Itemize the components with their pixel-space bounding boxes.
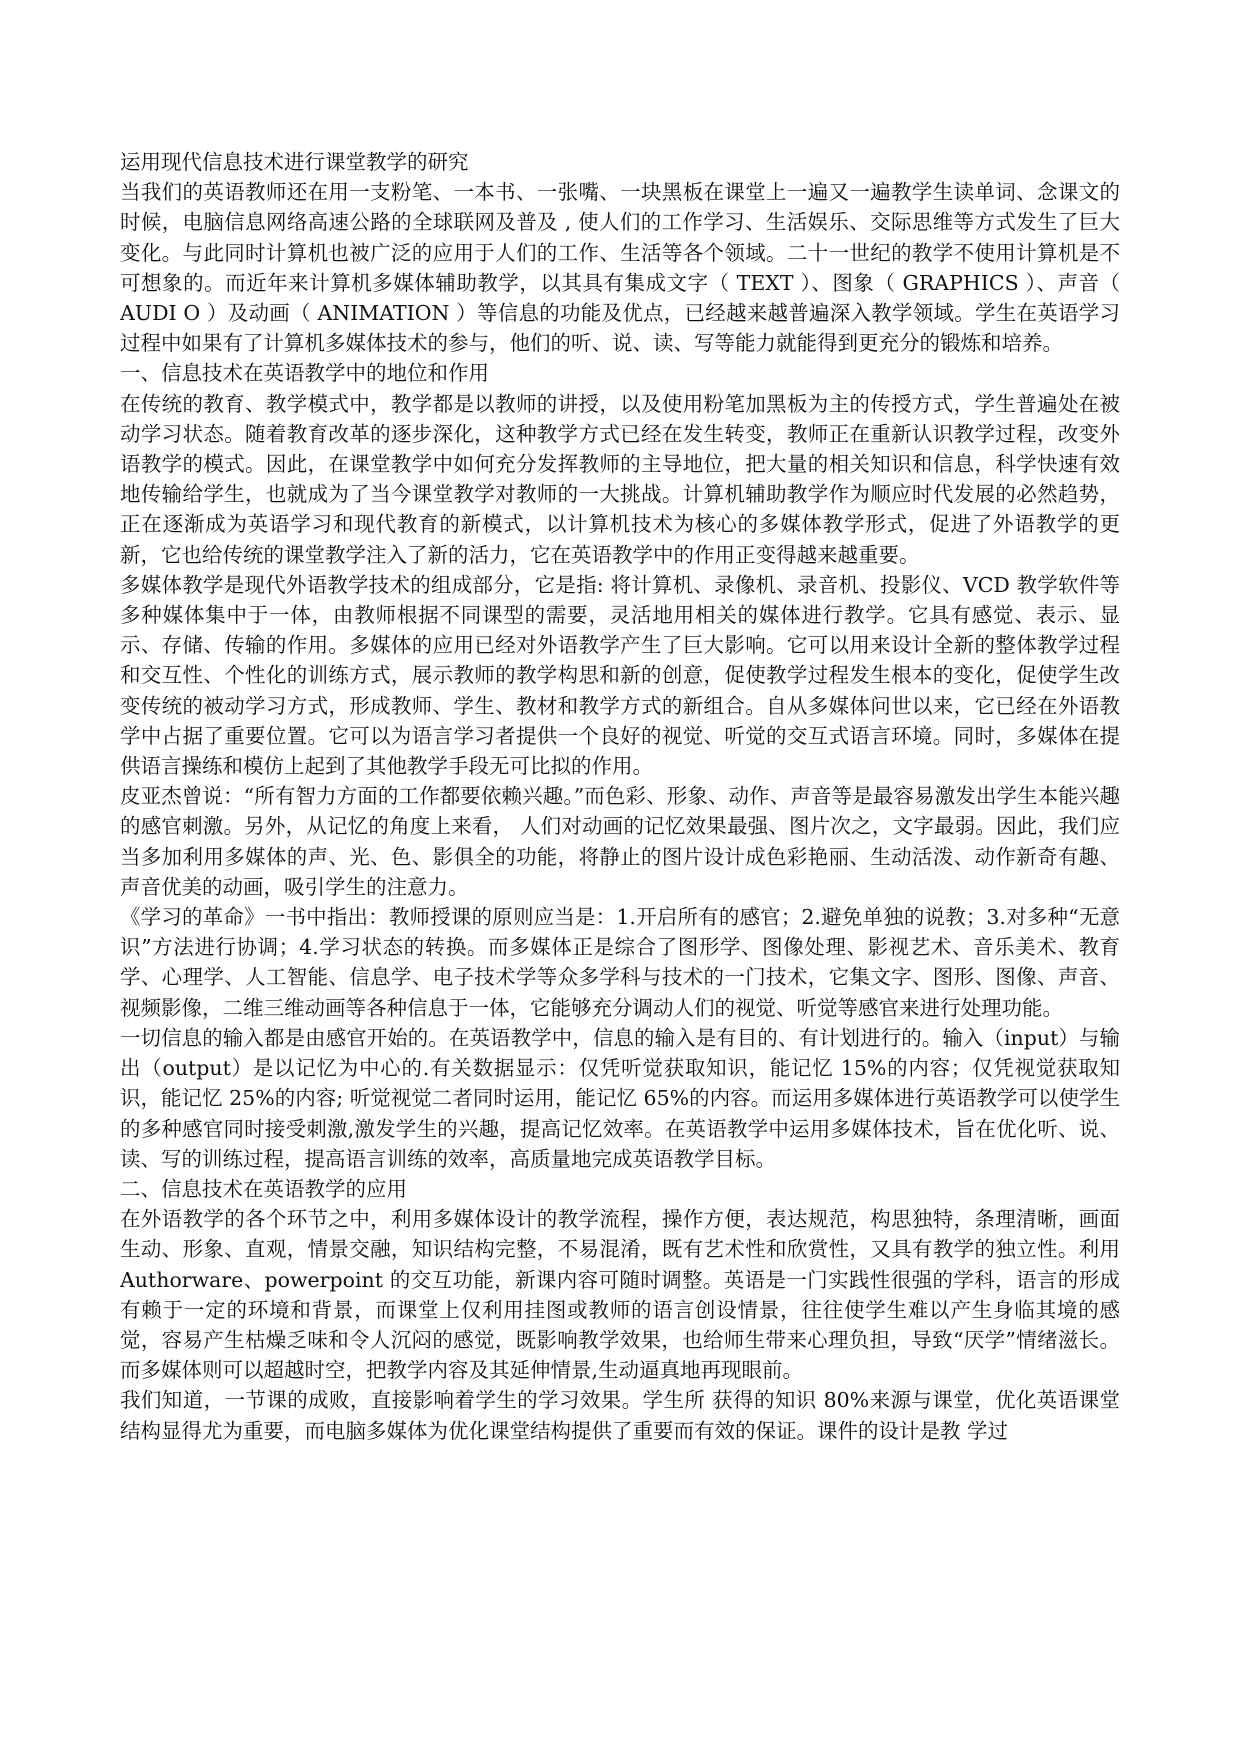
paragraph: 一切信息的输入都是由感官开始的。在英语教学中，信息的输入是有目的、有计划进行的。输入（input）与输出（output）是以记忆为中心的.有关数据显示：仅凭听觉获取知识，能记忆 15%的内容；仅凭视觉获取知识，能记忆 25%的内容; 听觉视觉二者同时运用，能记忆 65%的内容。而运用多媒体进行英语教学可以使学生的多种感官同时接受刺激,激发学生的兴趣，提高记忆效率。在英语教学中运用多媒体技术，旨在优化听、说、读、写的训练过程，提高语言训练的效率，高质量地完成英语教学目标。 [120, 1025, 1120, 1171]
paragraph: 《学习的革命》一书中指出：教师授课的原则应当是：1.开启所有的感官；2.避免单独的说教；3.对多种“无意识”方法进行协调；4.学习状态的转换。而多媒体正是综合了图形学、图像处理、影视艺术、音乐美术、教育学、心理学、人工智能、信息学、电子技术学等众多学科与技术的一门技术，它集文字、图形、图像、声音、视频影像，二维三维动画等各种信息于一体，它能够充分调动人们的视觉、听觉等感官来进行处理功能。 [120, 905, 1120, 1020]
section-heading: 二、信息技术在英语教学的应用 [120, 1176, 407, 1201]
document-page [120, 147, 1120, 1446]
paragraph: 在传统的教育、教学模式中，教学都是以教师的讲授，以及使用粉笔加黑板为主的传授方式，学生普遍处在被动学习状态。随着教育改革的逐步深化，这种教学方式已经在发生转变，教师正在重新认识教学过程，改变外语教学的模式。因此，在课堂教学中如何充分发挥教师的主导地位，把大量的相关知识和信息，科学快速有效地传输给学生，也就成为了当今课堂教学对教师的一大挑战。计算机辅助教学作为顺应时代发展的必然趋势，正在逐渐成为英语学习和现代教育的新模式，以计算机技术为核心的多媒体教学形式，促进了外语教学的更新，它也给传统的课堂教学注入了新的活力，它在英语教学中的作用正变得越来越重要。 [120, 391, 1120, 567]
paragraph: 皮亚杰曾说：“所有智力方面的工作都要依赖兴趣。”而色彩、形象、动作、声音等是最容易激发出学生本能兴趣的感官刺激。另外，从记忆的角度上来看， 人们对动画的记忆效果最强、图片次之，文字最弱。因此，我们应当多加利用多媒体的声、光、色、影俱全的功能，将静止的图片设计成色彩艳丽、生动活泼、动作新奇有趣、声音优美的动画，吸引学生的注意力。 [120, 784, 1120, 899]
paragraph: 在外语教学的各个环节之中，利用多媒体设计的教学流程，操作方便，表达规范，构思独特，条理清晰，画面生动、形象、直观，情景交融，知识结构完整，不易混淆，既有艺术性和欣赏性，又具有教学的独立性。利用 Authorware、powerpoint 的交互功能，新课内容可随时调整。英语是一门实践性很强的学科，语言的形成有赖于一定的环境和背景，而课堂上仅利用挂图或教师的语言创设情景，往往使学生难以产生身临其境的感觉，容易产生枯燥乏味和令人沉闷的感觉，既影响教学效果，也给师生带来心理负担，导致“厌学”情绪滋长。而多媒体则可以超越时空，把教学内容及其延伸情景,生动逼真地再现眼前。 [120, 1207, 1120, 1383]
paragraph: 我们知道，一节课的成败，直接影响着学生的学习效果。学生所 获得的知识 80%来源与课堂，优化英语课堂结构显得尤为重要，而电脑多媒体为优化课堂结构提供了重要而有效的保证。课件的设计是教 学过 [120, 1388, 1120, 1443]
section-heading: 一、信息技术在英语教学中的地位和作用 [120, 361, 489, 386]
document-title: 运用现代信息技术进行课堂教学的研究 [120, 150, 469, 174]
paragraph: 当我们的英语教师还在用一支粉笔、一本书、一张嘴、一块黑板在课堂上一遍又一遍教学生读单词、念课文的时候，电脑信息网络高速公路的全球联网及普及 , 使人们的工作学习、生活娱乐、交际思维等方式发生了巨大变化。与此同时计算机也被广泛的应用于人们的工作、生活等各个领域。二十一世纪的教学不使用计算机是不可想象的。而近年来计算机多媒体辅助教学，以其具有集成文字（ TEXT ）、图象（ GRAPHICS ）、声音（ AUDI O ）及动画（ ANIMATION ）等信息的功能及优点，已经越来越普遍深入教学领域。学生在英语学习过程中如果有了计算机多媒体技术的参与，他们的听、说、读、写等能力就能得到更充分的锻炼和培养。 [120, 180, 1120, 356]
paragraph: 多媒体教学是现代外语教学技术的组成部分，它是指: 将计算机、录像机、录音机、投影仪、VCD 教学软件等多种媒体集中于一体，由教师根据不同课型的需要，灵活地用相关的媒体进行教学。它具有感觉、表示、显示、存储、传输的作用。多媒体的应用已经对外语教学产生了巨大影响。它可以用来设计全新的整体教学过程和交互性、个性化的训练方式，展示教师的教学构思和新的创意，促使教学过程发生根本的变化，促使学生改变传统的被动学习方式，形成教师、学生、教材和教学方式的新组合。自从多媒体问世以来，它已经在外语教学中占据了重要位置。它可以为语言学习者提供一个良好的视觉、听觉的交互式语言环境。同时，多媒体在提供语言操练和模仿上起到了其他教学手段无可比拟的作用。 [120, 572, 1120, 779]
